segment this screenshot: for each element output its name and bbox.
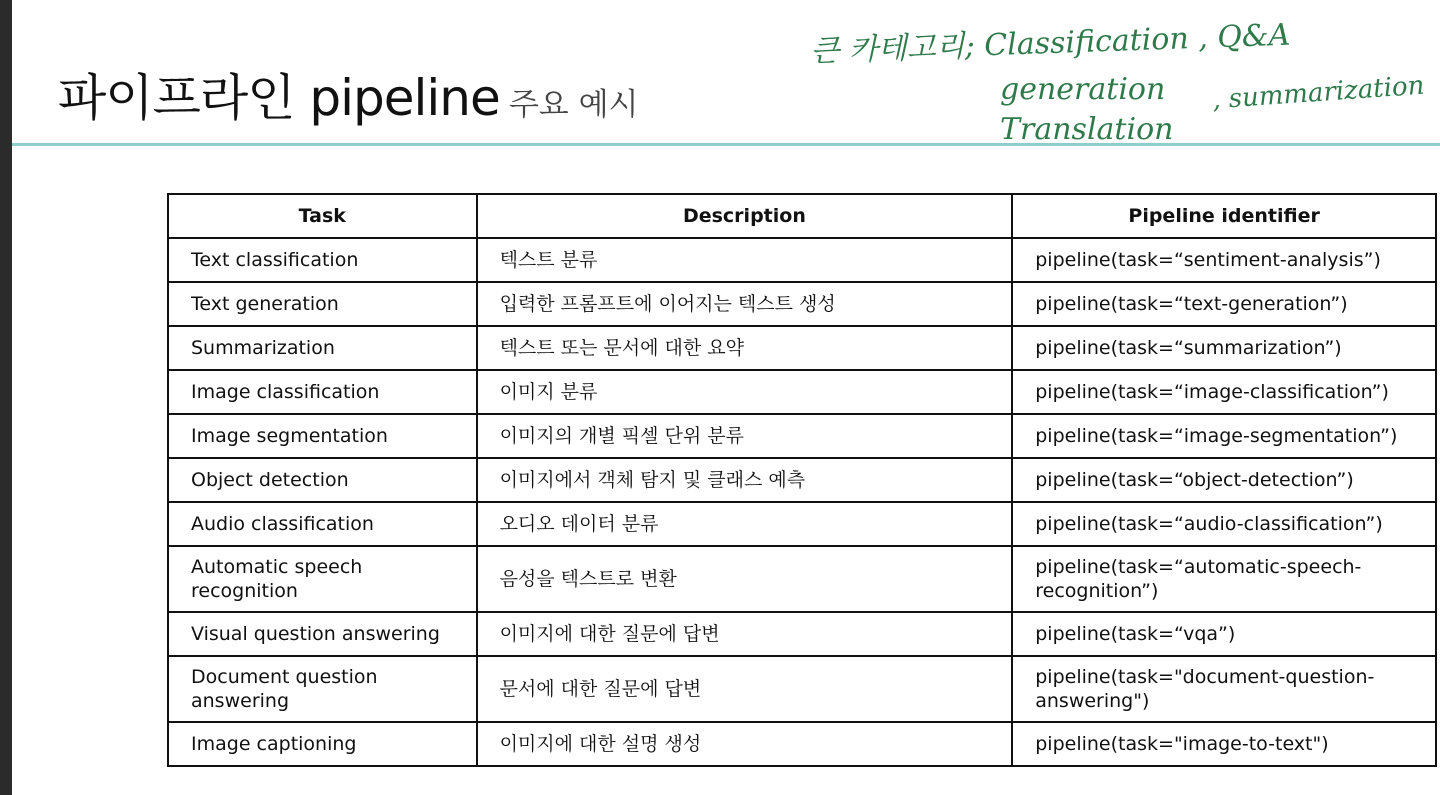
table-row bbox=[168, 370, 1436, 414]
pipeline-cell: pipeline(task=“text-generation”) bbox=[1012, 282, 1436, 326]
task-cell: Image captioning bbox=[168, 722, 477, 766]
description-cell: 텍스트 분류 bbox=[477, 238, 1013, 282]
slide bbox=[12, 0, 1440, 795]
note-line: Translation bbox=[1000, 112, 1174, 147]
title-subtitle: 주요 예시 bbox=[508, 87, 639, 123]
page-title bbox=[58, 58, 639, 130]
description-cell: 문서에 대한 질문에 답변 bbox=[477, 656, 1013, 722]
description-cell: 이미지 분류 bbox=[477, 370, 1013, 414]
description-cell: 이미지의 개별 픽셀 단위 분류 bbox=[477, 414, 1013, 458]
task-cell: Visual question answering bbox=[168, 612, 477, 656]
pipeline-task-table bbox=[167, 193, 1437, 767]
description-cell: 입력한 프롬프트에 이어지는 텍스트 생성 bbox=[477, 282, 1013, 326]
column-header-pipeline-identifier: Pipeline identifier bbox=[1012, 194, 1436, 238]
table-row bbox=[168, 546, 1436, 612]
table-row bbox=[168, 458, 1436, 502]
pipeline-cell: pipeline(task=“image-classification”) bbox=[1012, 370, 1436, 414]
note-line: , summarization bbox=[1211, 70, 1426, 116]
description-cell: 이미지에 대한 질문에 답변 bbox=[477, 612, 1013, 656]
table-row bbox=[168, 414, 1436, 458]
pipeline-cell: pipeline(task=“audio-classification”) bbox=[1012, 502, 1436, 546]
task-cell: Document question answering bbox=[168, 656, 477, 722]
table-row bbox=[168, 282, 1436, 326]
note-line: 큰 카테고리; Classification , Q&A bbox=[809, 17, 1291, 70]
title-main: 파이프라인 pipeline bbox=[58, 69, 500, 127]
table-row bbox=[168, 656, 1436, 722]
table-row bbox=[168, 612, 1436, 656]
table-row bbox=[168, 238, 1436, 282]
task-cell: Text classification bbox=[168, 238, 477, 282]
task-cell: Object detection bbox=[168, 458, 477, 502]
column-header-description: Description bbox=[477, 194, 1013, 238]
description-cell: 이미지에 대한 설명 생성 bbox=[477, 722, 1013, 766]
note-line: generation bbox=[1000, 72, 1166, 107]
description-cell: 텍스트 또는 문서에 대한 요약 bbox=[477, 326, 1013, 370]
pipeline-cell: pipeline(task=“sentiment-analysis”) bbox=[1012, 238, 1436, 282]
pipeline-cell: pipeline(task=“automatic-speech-recognition”) bbox=[1012, 546, 1436, 612]
table-header-row bbox=[168, 194, 1436, 238]
table-row bbox=[168, 326, 1436, 370]
pipeline-cell: pipeline(task=“image-segmentation”) bbox=[1012, 414, 1436, 458]
description-cell: 오디오 데이터 분류 bbox=[477, 502, 1013, 546]
handwritten-notes bbox=[792, 14, 1438, 154]
pipeline-cell: pipeline(task="image-to-text") bbox=[1012, 722, 1436, 766]
pipeline-cell: pipeline(task=“object-detection”) bbox=[1012, 458, 1436, 502]
pipeline-cell: pipeline(task="document-question-answering") bbox=[1012, 656, 1436, 722]
task-cell: Summarization bbox=[168, 326, 477, 370]
table-row bbox=[168, 722, 1436, 766]
task-cell: Image segmentation bbox=[168, 414, 477, 458]
table-row bbox=[168, 502, 1436, 546]
task-cell: Text generation bbox=[168, 282, 477, 326]
task-cell: Automatic speech recognition bbox=[168, 546, 477, 612]
pipeline-cell: pipeline(task=“summarization”) bbox=[1012, 326, 1436, 370]
column-header-task: Task bbox=[168, 194, 477, 238]
task-cell: Image classification bbox=[168, 370, 477, 414]
description-cell: 이미지에서 객체 탐지 및 클래스 예측 bbox=[477, 458, 1013, 502]
task-cell: Audio classification bbox=[168, 502, 477, 546]
pipeline-cell: pipeline(task=“vqa”) bbox=[1012, 612, 1436, 656]
description-cell: 음성을 텍스트로 변환 bbox=[477, 546, 1013, 612]
